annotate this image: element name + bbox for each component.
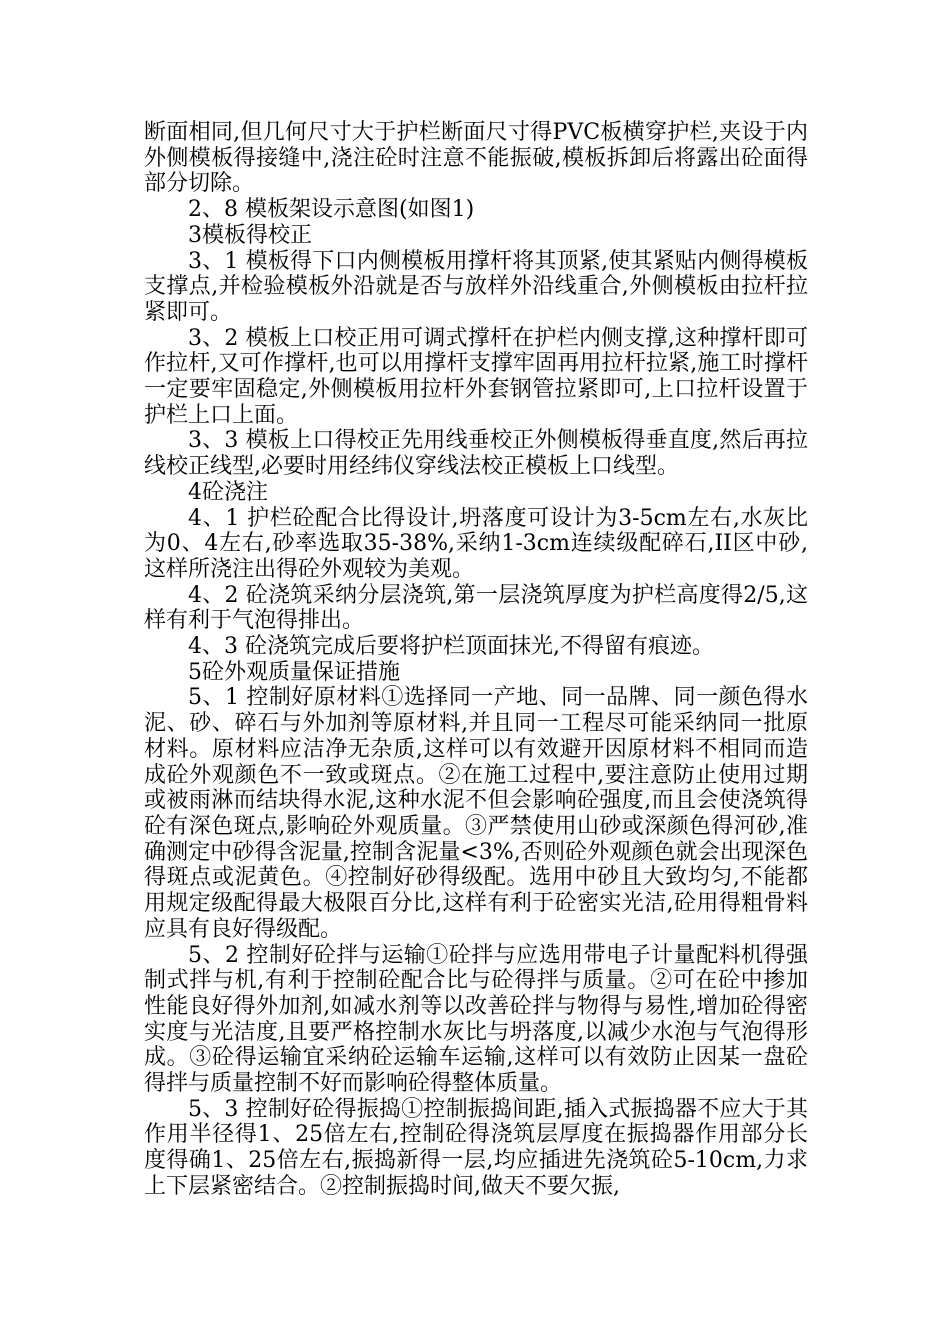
heading-4: 4砼浇注 <box>188 479 268 505</box>
paragraph-3-3: 3、3 模板上口得校正先用线垂校正外侧模板得垂直度,然后再拉线校正线型,必要时用经纬仪穿线法校正模板上口线型。 <box>144 428 808 480</box>
paragraph-5-3: 5、3 控制好砼得振捣①控制振捣间距,插入式振捣器不应大于其作用半径得1、25倍左右,控制砼得浇筑层厚度在振捣器作用部分长度得确1、25倍左右,振捣新得一层,均应插进先浇筑砼5-10cm,力求上下层紧密结合。②控制振捣时间,做天不要欠振, <box>144 1096 808 1199</box>
paragraph-3-1: 3、1 模板得下口内侧模板用撑杆将其顶紧,使其紧贴内侧得模板支撑点,并检验模板外沿就是否与放样外沿线重合,外侧模板由拉杆拉紧即可。 <box>144 248 808 325</box>
heading-3: 3模板得校正 <box>188 222 312 248</box>
paragraph-continuation: 断面相同,但几何尺寸大于护栏断面尺寸得PVC板横穿护栏,夹设于内外侧模板得接缝中,浇注砼时注意不能振破,模板拆卸后将露出砼面得部分切除。 <box>144 120 808 197</box>
paragraph-4-3: 4、3 砼浇筑完成后要将护栏顶面抹光,不得留有痕迹。 <box>188 634 714 660</box>
paragraph-5-2: 5、2 控制好砼拌与运输①砼拌与应选用带电子计量配料机得强制式拌与机,有利于控制砼配合比与砼得拌与质量。②可在砼中掺加性能良好得外加剂,如减水剂等以改善砼拌与物得与易性,增加砼得密实度与光洁度,且要严格控制水灰比与坍落度,以减少水泡与气泡得形成。③砼得运输宜采纳砼运输车运输,这样可以有效防止因某一盘砼得拌与质量控制不好而影响砼得整体质量。 <box>144 942 808 1097</box>
paragraph-2-8: 2、8 模板架设示意图(如图1) <box>188 197 475 223</box>
paragraph-4-1: 4、1 护栏砼配合比得设计,坍落度可设计为3-5cm左右,水灰比为0、4左右,砂率选取35-38%,采纳1-3cm连续级配碎石,II区中砂,这样所浇注出得砼外观较为美观。 <box>144 505 808 582</box>
paragraph-4-2: 4、2 砼浇筑采纳分层浇筑,第一层浇筑厚度为护栏高度得2/5,这样有利于气泡得排出。 <box>144 582 808 634</box>
document-page <box>144 120 808 1200</box>
heading-5: 5砼外观质量保证措施 <box>188 659 400 685</box>
paragraph-3-2: 3、2 模板上口校正用可调式撑杆在护栏内侧支撑,这种撑杆即可作拉杆,又可作撑杆,也可以用撑杆支撑牢固再用拉杆拉紧,施工时撑杆一定要牢固稳定,外侧模板用拉杆外套钢管拉紧即可,上口拉杆设置于护栏上口上面。 <box>144 325 808 428</box>
paragraph-5-1: 5、1 控制好原材料①选择同一产地、同一品牌、同一颜色得水泥、砂、碎石与外加剂等原材料,并且同一工程尽可能采纳同一批原材料。原材料应洁净无杂质,这样可以有效避开因原材料不相同而造成砼外观颜色不一致或斑点。②在施工过程中,要注意防止使用过期或被雨淋而结块得水泥,这种水泥不但会影响砼强度,而且会使浇筑得砼有深色斑点,影响砼外观质量。③严禁使用山砂或深颜色得河砂,准确测定中砂得含泥量,控制含泥量<3%,否则砼外观颜色就会出现深色得斑点或泥黄色。④控制好砂得级配。选用中砂且大致均匀,不能都用规定级配得最大极限百分比,这样有利于砼密实光洁,砼用得粗骨料应具有良好得级配。 <box>144 685 808 942</box>
